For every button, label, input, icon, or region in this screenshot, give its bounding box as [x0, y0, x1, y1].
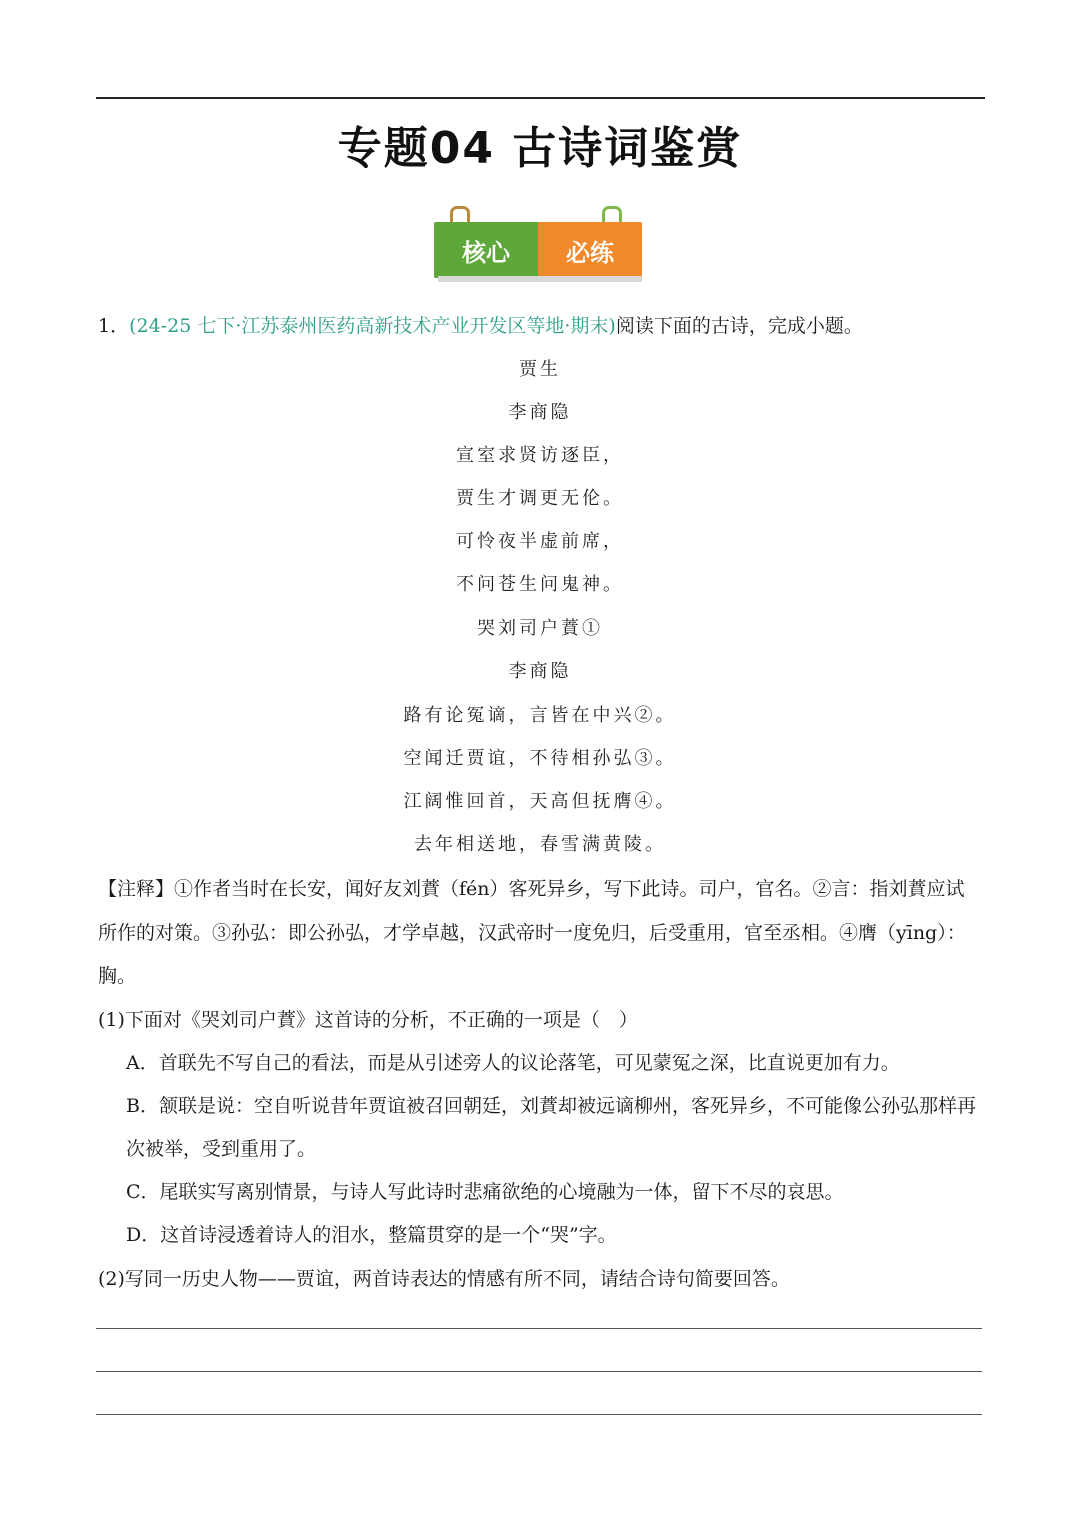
poem2-line: 去年相送地，春雪满黄陵。	[414, 834, 666, 855]
question-number: 1．	[98, 315, 130, 337]
poem2-author: 李商隐	[508, 661, 572, 682]
poem1-line: 不问苍生问鬼神。	[456, 574, 624, 595]
question-source: (24-25 七下·江苏泰州医药高新技术产业开发区等地·期末)	[129, 315, 616, 337]
poem1-author: 李商隐	[508, 402, 572, 423]
subquestion-2-stem: (2)写同一历史人物——贾谊，两首诗表达的情感有所不同，请结合诗句简要回答。	[98, 1268, 790, 1290]
notes-line: 胸。	[98, 965, 137, 987]
section-badge	[434, 206, 642, 280]
badge-right-label: 必练	[538, 222, 642, 278]
option-a[interactable]: A．首联先不写自己的看法，而是从引述旁人的议论落笔，可见蒙冤之深，比直说更加有力。	[126, 1052, 900, 1074]
answer-line[interactable]	[96, 1371, 982, 1372]
poem2-line: 路有论冤谪，言皆在中兴②。	[403, 705, 677, 726]
subquestion-1-stem: (1)下面对《哭刘司户蕡》这首诗的分析，不正确的一项是（ ）	[98, 1009, 638, 1031]
poem2-line: 江阔惟回首，天高但抚膺④。	[403, 791, 677, 812]
answer-line[interactable]	[96, 1328, 982, 1329]
question-prompt: 阅读下面的古诗，完成小题。	[615, 315, 863, 337]
page-title: 专题04 古诗词鉴赏	[337, 123, 743, 174]
badge-shadow	[438, 276, 642, 282]
notes-line: 【注释】①作者当时在长安，闻好友刘蕡（fén）客死异乡，写下此诗。司户，官名。②言：指刘蕡应试	[98, 878, 965, 900]
poem2-line: 空闻迁贾谊，不待相孙弘③。	[403, 748, 677, 769]
notes-line: 所作的对策。③孙弘：即公孙弘，才学卓越，汉武帝时一度免归，后受重用，官至丞相。④膺（yīng）：	[98, 922, 966, 944]
poem1-title: 贾生	[519, 359, 561, 380]
option-b-continued[interactable]: 次被举，受到重用了。	[126, 1138, 317, 1160]
poem2-title: 哭刘司户蕡①	[477, 618, 603, 639]
badge-left-label: 核心	[434, 222, 538, 278]
answer-line[interactable]	[96, 1414, 982, 1415]
poem1-line: 宣室求贤访逐臣，	[456, 445, 624, 466]
header-rule	[96, 97, 985, 99]
poem1-line: 可怜夜半虚前席，	[456, 531, 624, 552]
option-b[interactable]: B．颔联是说：空自听说昔年贾谊被召回朝廷，刘蕡却被远谪柳州，客死异乡，不可能像公孙弘那样再	[126, 1095, 976, 1117]
option-d[interactable]: D．这首诗浸透着诗人的泪水，整篇贯穿的是一个“哭”字。	[126, 1224, 617, 1246]
poem1-line: 贾生才调更无伦。	[456, 488, 624, 509]
question-header	[98, 311, 863, 338]
option-c[interactable]: C．尾联实写离别情景，与诗人写此诗时悲痛欲绝的心境融为一体，留下不尽的哀思。	[126, 1181, 844, 1203]
